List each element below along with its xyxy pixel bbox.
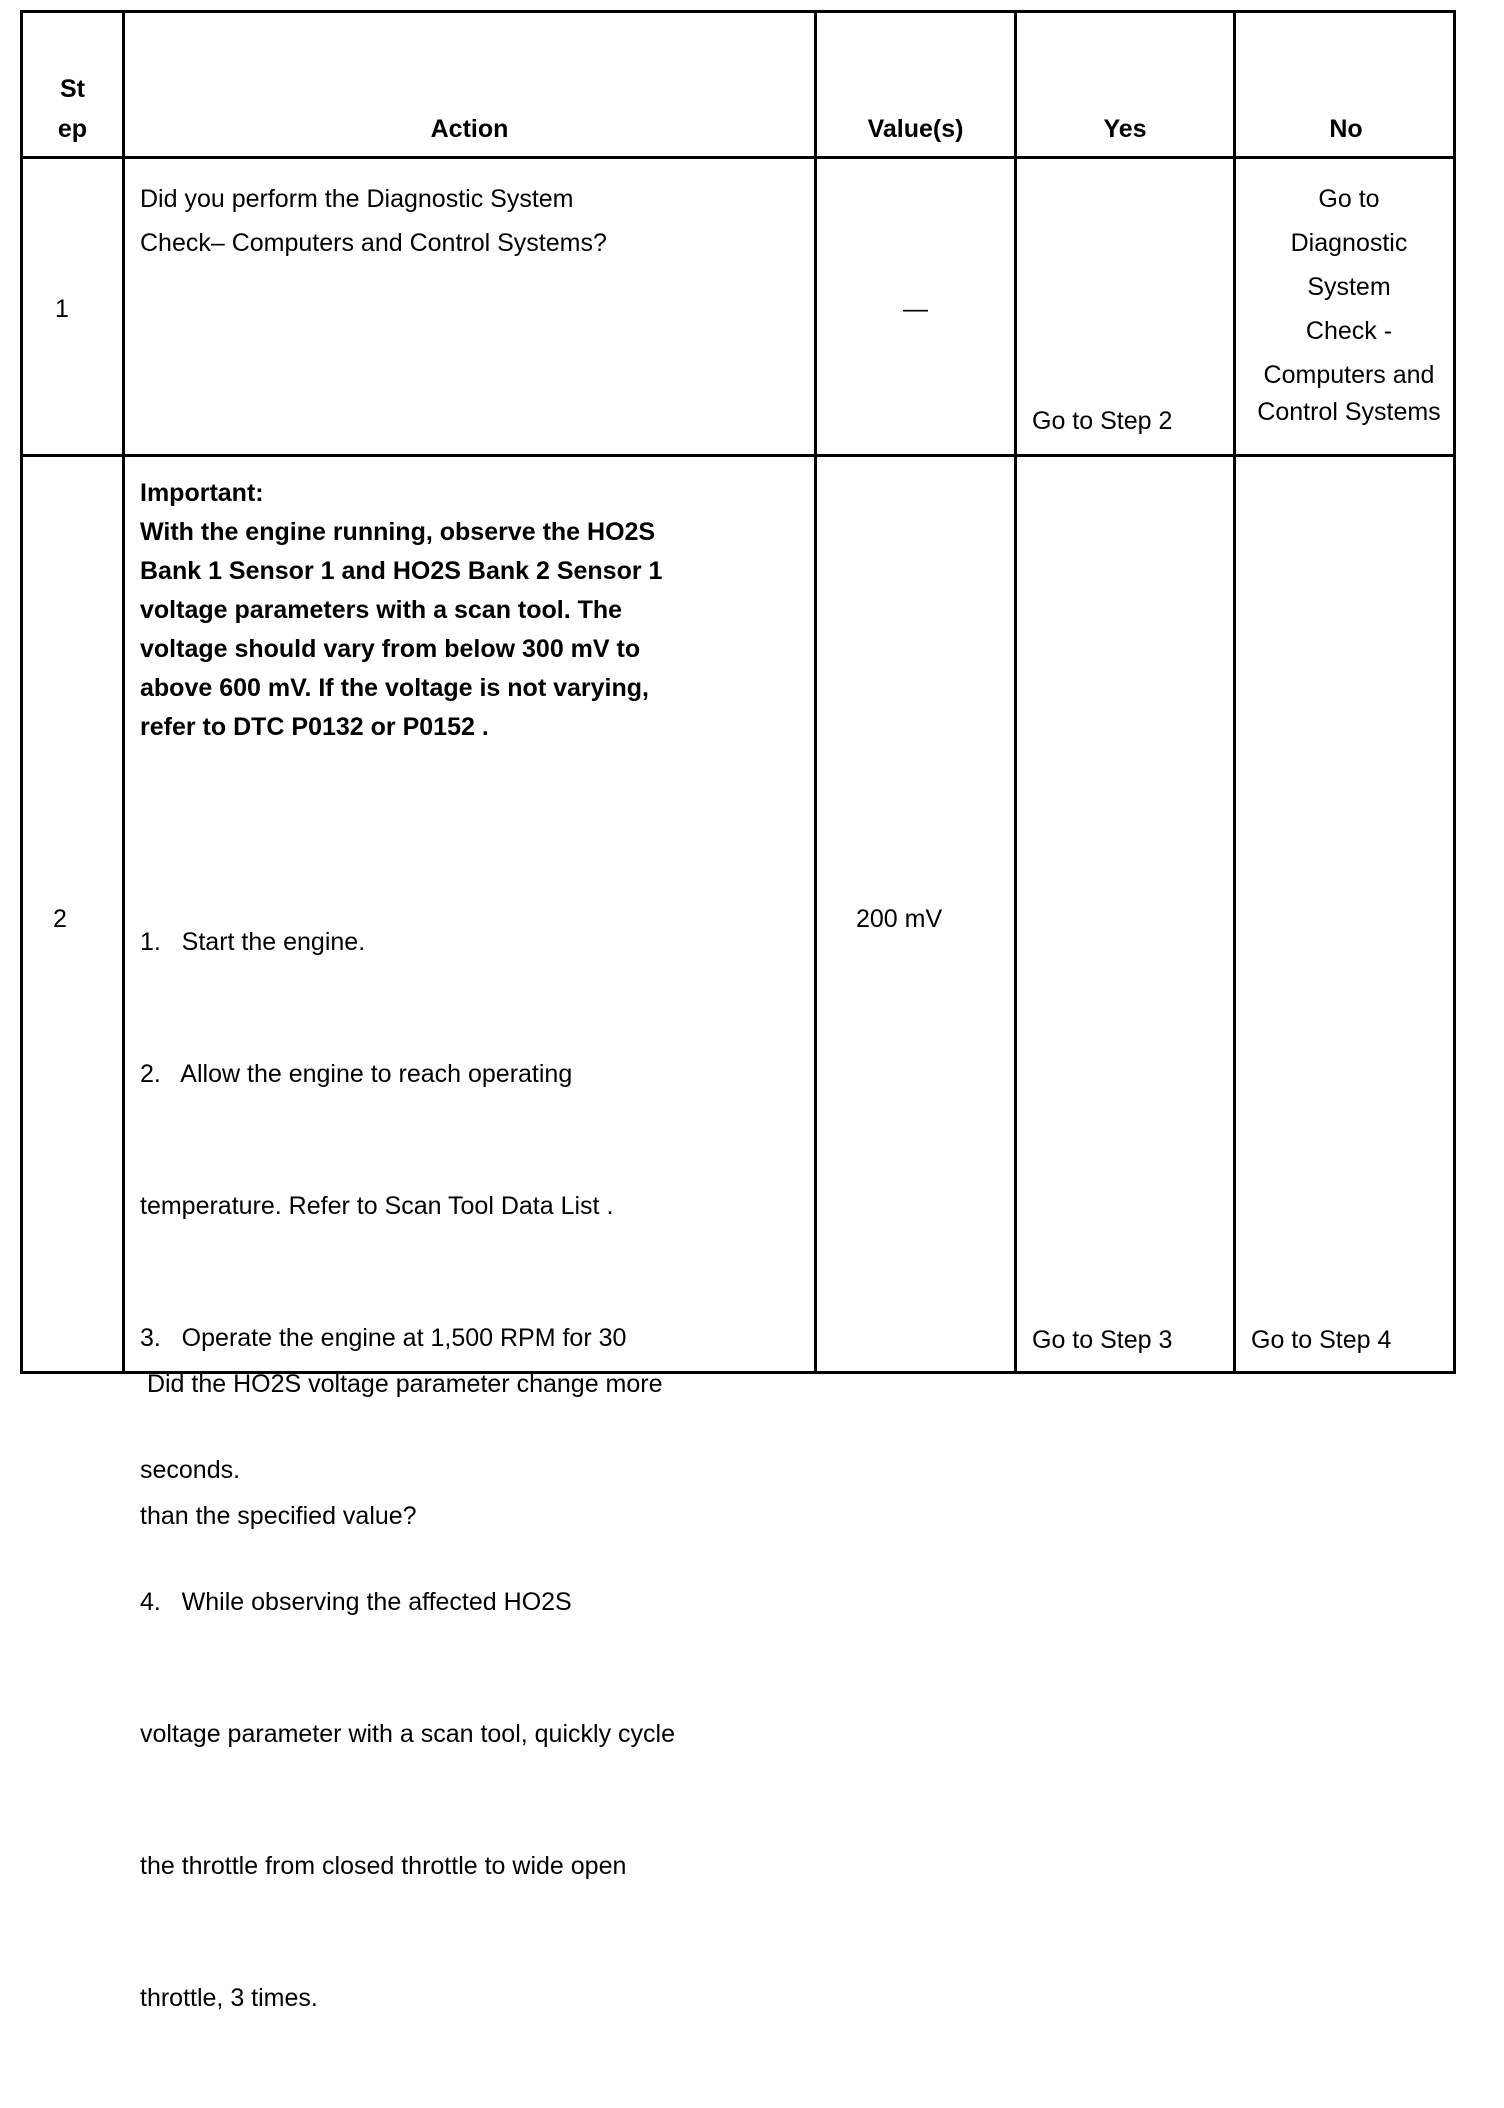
no-action: Go to Step 4: [1251, 1326, 1392, 1354]
important-note: [140, 474, 662, 747]
procedure-line: voltage parameter with a scan tool, quickly cycle: [140, 1720, 675, 1748]
important-label: Important:: [140, 479, 264, 507]
no-action: [1236, 177, 1462, 434]
header-step: [23, 69, 122, 149]
row-divider: [23, 156, 1453, 159]
value-text: 200 mV: [856, 905, 943, 933]
no-line: Check -: [1305, 317, 1393, 345]
header-yes: Yes: [1103, 115, 1147, 143]
procedure-line: seconds.: [140, 1456, 241, 1484]
header-step-line: St: [60, 75, 85, 103]
action-line: Check– Computers and Control Systems?: [140, 229, 607, 257]
no-line: System: [1307, 273, 1391, 301]
procedure-line: 2. Allow the engine to reach operating: [140, 1060, 573, 1088]
important-line: above 600 mV. If the voltage is not varying,: [140, 674, 649, 702]
header-no: No: [1329, 115, 1363, 143]
procedure-line: 4. While observing the affected HO2S: [140, 1588, 572, 1616]
important-line: voltage parameters with a scan tool. The: [140, 596, 623, 624]
important-line: With the engine running, observe the HO2S: [140, 518, 656, 546]
step-number: 2: [53, 905, 67, 933]
column-divider: [1014, 13, 1017, 1371]
yes-action: Go to Step 3: [1032, 1326, 1173, 1354]
question-text: [140, 1274, 663, 1626]
no-line: Go to: [1318, 185, 1380, 213]
diagnostic-table: [20, 10, 1456, 2012]
action-text: [140, 177, 607, 265]
yes-action: Go to Step 2: [1032, 407, 1173, 435]
header-action: Action: [430, 115, 509, 143]
question-line: Did the HO2S voltage parameter change more: [140, 1370, 663, 1398]
row-divider: [23, 454, 1453, 457]
important-line: Bank 1 Sensor 1 and HO2S Bank 2 Sensor 1: [140, 557, 663, 585]
important-line: voltage should vary from below 300 mV to: [140, 635, 641, 663]
column-divider: [122, 13, 125, 1371]
procedure-line: 1. Start the engine.: [140, 928, 366, 956]
procedure-line: temperature. Refer to Scan Tool Data List .: [140, 1192, 614, 1220]
no-line: Diagnostic: [1290, 229, 1408, 257]
header-step-line: ep: [57, 115, 88, 143]
no-line: Control Systems: [1257, 398, 1441, 426]
value-text: —: [903, 295, 928, 323]
procedure-line: throttle, 3 times.: [140, 1984, 318, 2012]
important-line: refer to DTC P0132 or P0152 .: [140, 713, 489, 741]
step-number: 1: [55, 295, 69, 323]
action-line: Did you perform the Diagnostic System: [140, 185, 574, 213]
question-line: than the specified value?: [140, 1502, 417, 1530]
column-divider: [814, 13, 817, 1371]
procedure-line: the throttle from closed throttle to wide open: [140, 1852, 627, 1880]
header-values: Value(s): [867, 115, 964, 143]
no-line: Computers and: [1263, 361, 1435, 389]
procedure-line: 3. Operate the engine at 1,500 RPM for 30: [140, 1324, 627, 1352]
